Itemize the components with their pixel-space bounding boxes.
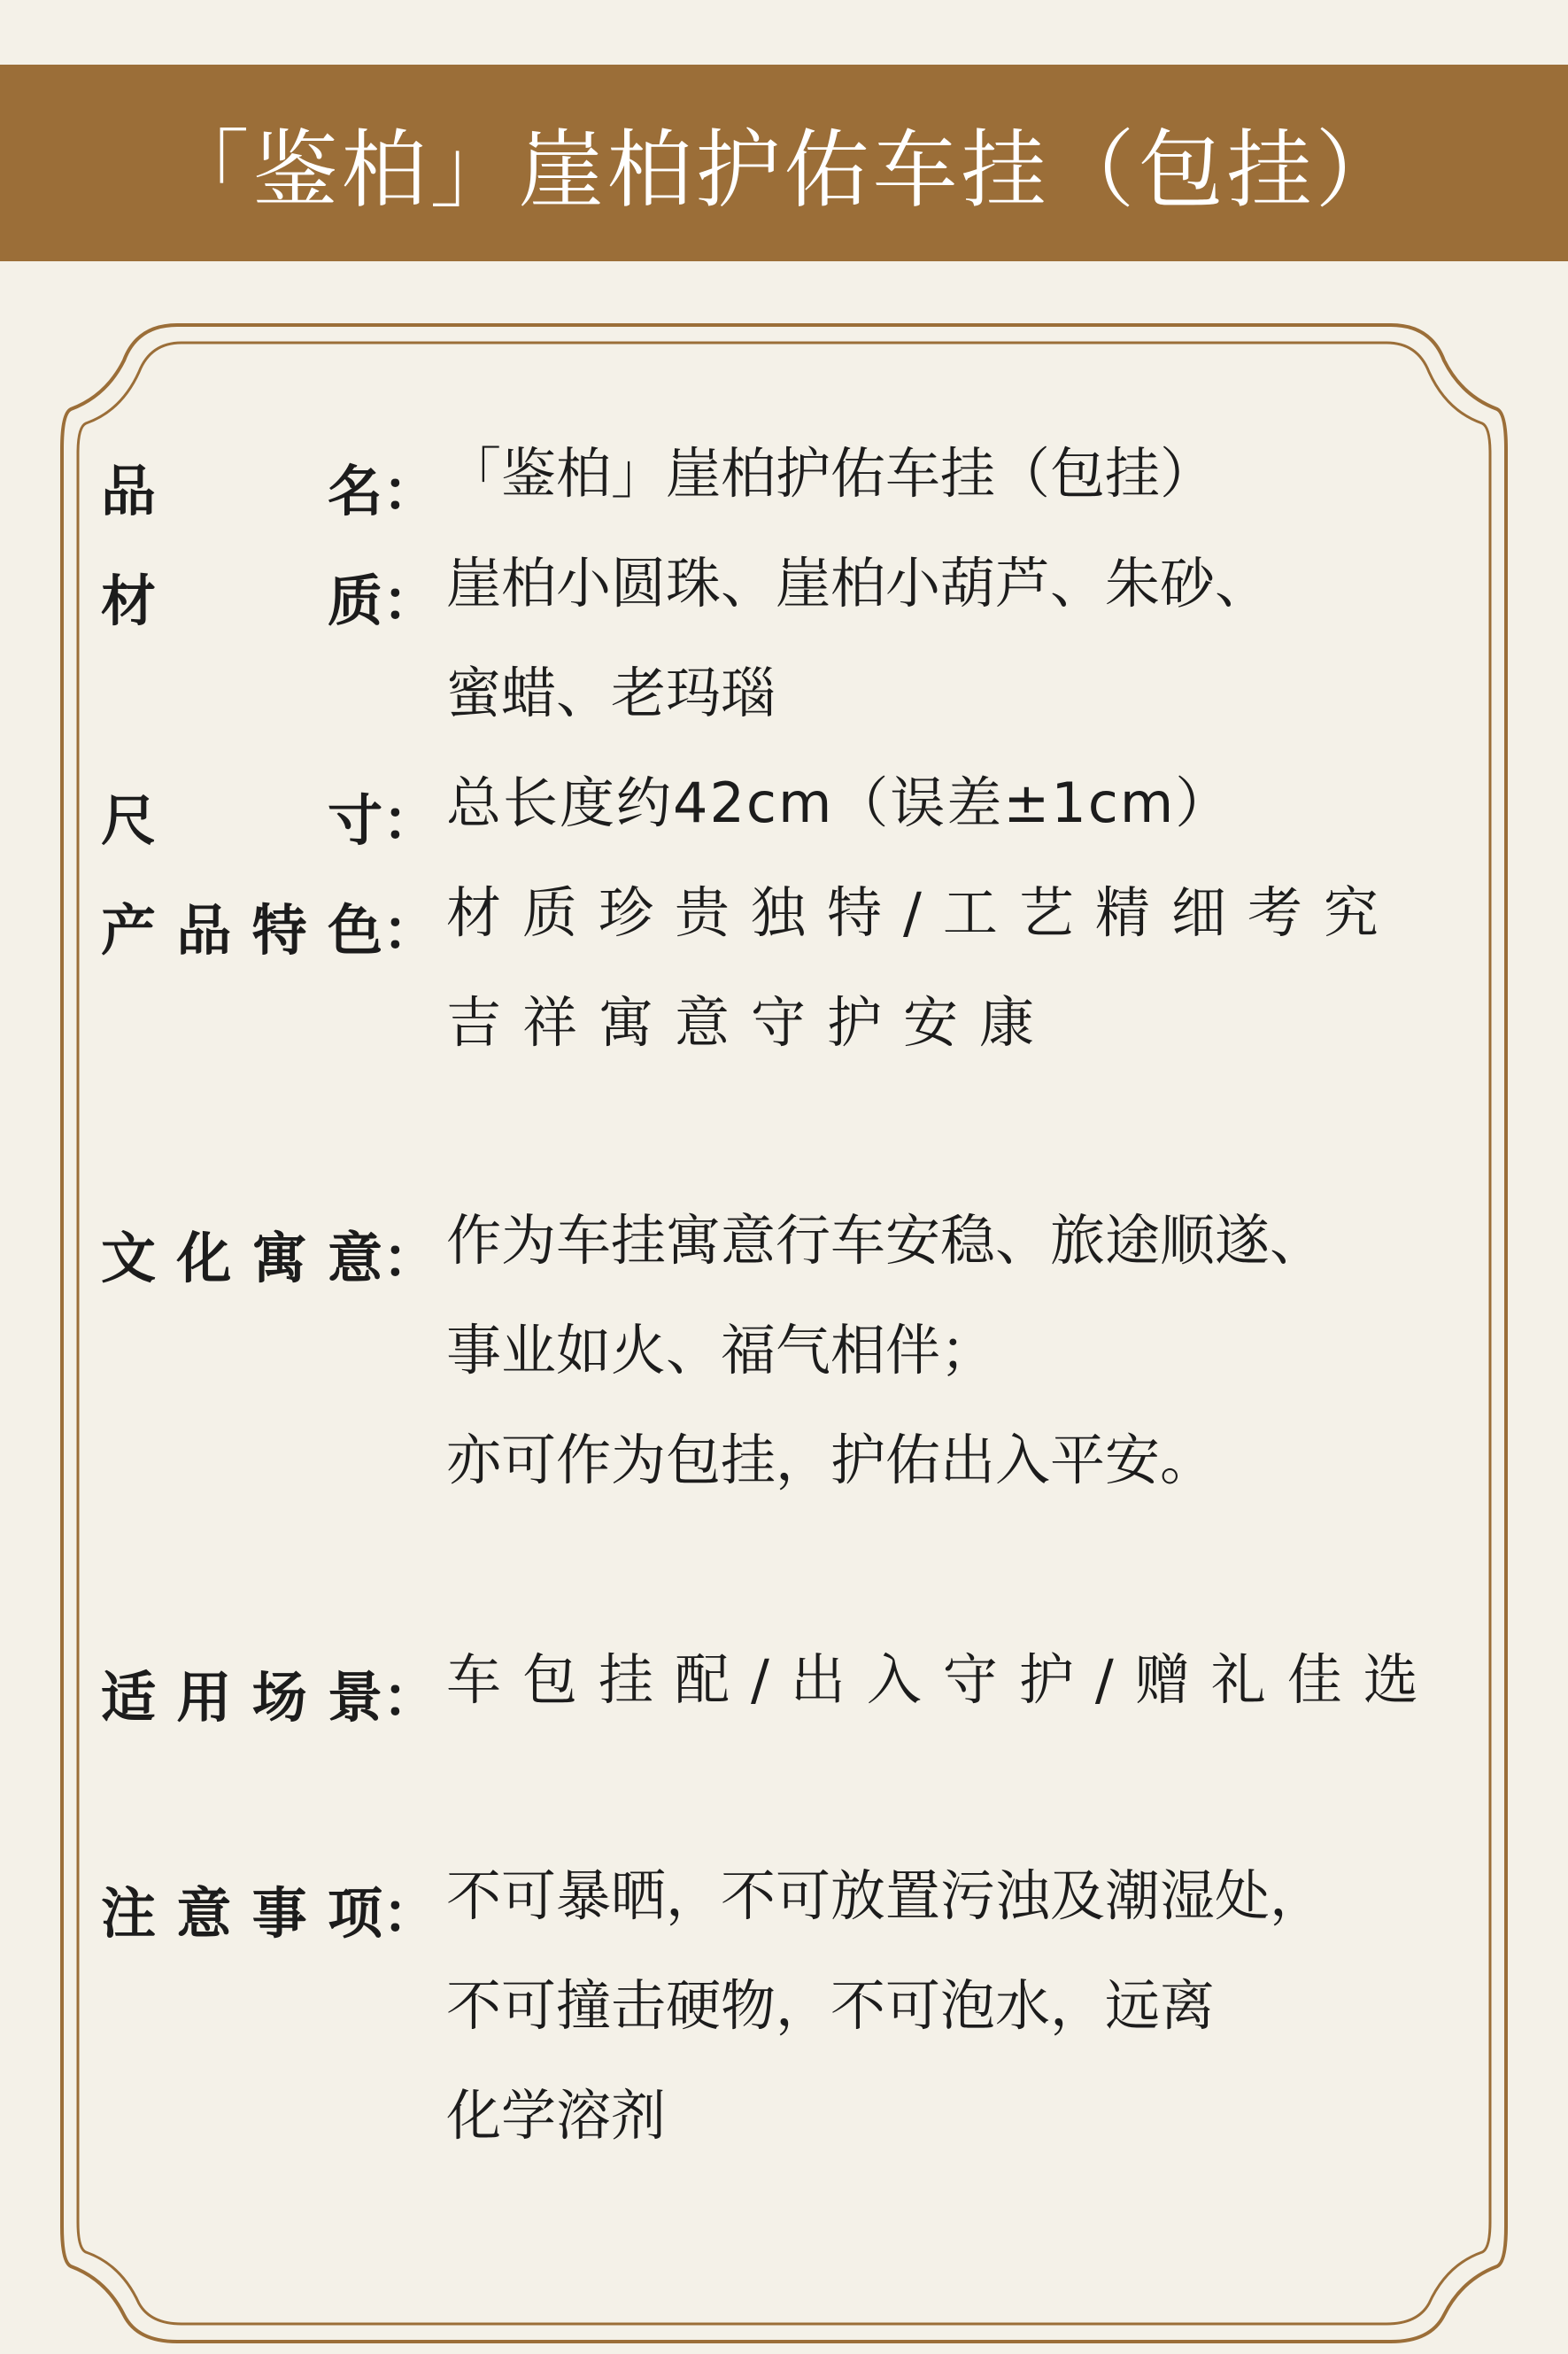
spec-value-line: 崖柏小圆珠、崖柏小葫芦、朱砂、 <box>446 551 1271 616</box>
spec-label: 注 意 事 项 <box>101 1881 382 1946</box>
spec-label: 尺 寸 <box>101 788 382 853</box>
spec-value <box>446 419 1568 529</box>
spec-colon: ： <box>382 569 438 633</box>
spec-label: 适 用 场 景 <box>101 1665 382 1730</box>
spec-value-line: 吉祥寓意守护安康 <box>446 990 1056 1055</box>
spec-value-line: 不可撞击硬物，不可泡水，远离 <box>446 1973 1216 2038</box>
title-banner <box>0 65 1568 261</box>
spec-value-line: 蜜蜡、老玛瑙 <box>446 661 776 725</box>
spec-value-line: 车包挂配/出入守护/赠礼佳选 <box>446 1647 1440 1712</box>
spec-value-line: 化学溶剂 <box>446 2083 667 2148</box>
spec-value-line: 「鉴柏」崖柏护佑车挂（包挂） <box>446 441 1216 506</box>
spec-colon: ： <box>382 898 438 963</box>
spec-label: 产 品 特 色 <box>101 898 382 963</box>
spec-value <box>446 1841 1568 2171</box>
page-title: 「鉴柏」崖柏护佑车挂（包挂） <box>164 120 1404 220</box>
spec-label: 品 名 <box>101 459 382 523</box>
spec-value <box>446 1625 1568 1735</box>
spec-colon: ： <box>382 788 438 853</box>
spec-label: 文 化 寓 意 <box>101 1226 382 1290</box>
spec-value-line: 总长度约42cm（误差±1cm） <box>446 770 1232 835</box>
spec-value-line: 事业如火、福气相伴； <box>446 1318 996 1382</box>
spec-colon: ： <box>382 459 438 523</box>
spec-colon: ： <box>382 1665 438 1730</box>
spec-colon: ： <box>382 1226 438 1290</box>
spec-value-line: 材质珍贵独特/工艺精细考究 <box>446 880 1400 945</box>
spec-colon: ： <box>382 1881 438 1946</box>
spec-label: 材 质 <box>101 569 382 633</box>
spec-value-line: 亦可作为包挂，护佑出入平安。 <box>446 1428 1216 1492</box>
spec-value <box>446 529 1568 748</box>
spec-value <box>446 1186 1568 1515</box>
spec-value-line: 不可暴晒，不可放置污浊及潮湿处， <box>446 1863 1325 1928</box>
spec-value <box>446 858 1568 1078</box>
spec-value <box>446 748 1568 858</box>
spec-value-line: 作为车挂寓意行车安稳、旅途顺遂、 <box>446 1208 1325 1273</box>
